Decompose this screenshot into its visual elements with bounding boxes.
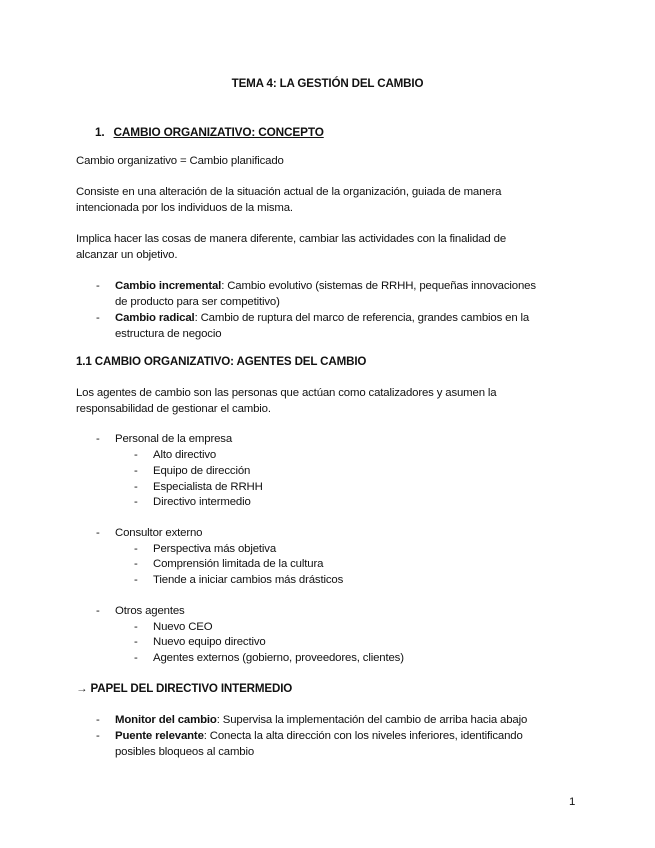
dash-bullet: - bbox=[96, 730, 100, 742]
dash-bullet: - bbox=[134, 481, 138, 493]
definition: : Conecta la alta dirección con los niveles inferiores, identificando bbox=[203, 730, 523, 742]
term: Cambio incremental bbox=[115, 280, 222, 292]
definition: : Cambio de ruptura del marco de referencia, grandes cambios en la bbox=[194, 312, 530, 324]
list-item-continuation: posibles bloqueos al cambio bbox=[115, 746, 255, 758]
dash-bullet: - bbox=[134, 621, 138, 633]
sub-item: Comprensión limitada de la cultura bbox=[153, 558, 324, 570]
dash-bullet: - bbox=[134, 636, 138, 648]
dash-bullet: - bbox=[96, 714, 100, 726]
dash-bullet: - bbox=[134, 465, 138, 477]
dash-bullet: - bbox=[96, 527, 100, 539]
paragraph-line: intencionada por los individuos de la misma. bbox=[76, 202, 293, 214]
sub-item: Agentes externos (gobierno, proveedores, clientes) bbox=[153, 652, 404, 664]
sub-item: Tiende a iniciar cambios más drásticos bbox=[153, 574, 344, 586]
section-number: 1. bbox=[95, 125, 105, 139]
list-item-continuation: estructura de negocio bbox=[115, 328, 222, 340]
sub-item: Perspectiva más objetiva bbox=[153, 543, 277, 555]
dash-bullet: - bbox=[134, 496, 138, 508]
papel-heading: → PAPEL DEL DIRECTIVO INTERMEDIO bbox=[76, 682, 293, 695]
term: Monitor del cambio bbox=[115, 714, 217, 726]
group-label: Otros agentes bbox=[115, 605, 185, 617]
definition: : Cambio evolutivo (sistemas de RRHH, pequeñas innovaciones bbox=[221, 280, 536, 292]
sub-item: Nuevo CEO bbox=[153, 621, 213, 633]
dash-bullet: - bbox=[134, 449, 138, 461]
list-item bbox=[115, 310, 529, 326]
sub-item: Equipo de dirección bbox=[153, 465, 251, 477]
paragraph-line: Consiste en una alteración de la situación actual de la organización, guiada de manera bbox=[76, 186, 502, 198]
section-1-heading bbox=[95, 124, 324, 140]
list-item-continuation: de producto para ser competitivo) bbox=[115, 296, 280, 308]
dash-bullet: - bbox=[134, 543, 138, 555]
dash-bullet: - bbox=[96, 312, 100, 324]
dash-bullet: - bbox=[96, 433, 100, 445]
definition: : Supervisa la implementación del cambio de arriba hacia abajo bbox=[216, 714, 528, 726]
dash-bullet: - bbox=[134, 652, 138, 664]
group-label: Consultor externo bbox=[115, 527, 203, 539]
term: Puente relevante bbox=[115, 730, 204, 742]
paragraph-line: alcanzar un objetivo. bbox=[76, 249, 178, 261]
section-title: CAMBIO ORGANIZATIVO: CONCEPTO bbox=[113, 125, 324, 139]
list-item bbox=[115, 712, 527, 728]
paragraph-line: responsabilidad de gestionar el cambio. bbox=[76, 403, 271, 415]
page-number: 1 bbox=[569, 796, 576, 808]
dash-bullet: - bbox=[96, 605, 100, 617]
section-1-1-heading: 1.1 CAMBIO ORGANIZATIVO: AGENTES DEL CAMBIO bbox=[76, 355, 367, 368]
list-item bbox=[115, 278, 536, 294]
term: Cambio radical bbox=[115, 312, 195, 324]
dash-bullet: - bbox=[134, 574, 138, 586]
sub-item: Alto directivo bbox=[153, 449, 217, 461]
paragraph-line: Los agentes de cambio son las personas que actúan como catalizadores y asumen la bbox=[76, 387, 497, 399]
list-item bbox=[115, 728, 523, 744]
dash-bullet: - bbox=[134, 558, 138, 570]
sub-item: Nuevo equipo directivo bbox=[153, 636, 266, 648]
sub-item: Especialista de RRHH bbox=[153, 481, 263, 493]
paragraph-line: Implica hacer las cosas de manera diferente, cambiar las actividades con la finalidad de bbox=[76, 233, 507, 245]
sub-item: Directivo intermedio bbox=[153, 496, 251, 508]
group-label: Personal de la empresa bbox=[115, 433, 233, 445]
paragraph: Cambio organizativo = Cambio planificado bbox=[76, 155, 284, 167]
dash-bullet: - bbox=[96, 280, 100, 292]
document-title: TEMA 4: LA GESTIÓN DEL CAMBIO bbox=[231, 77, 424, 90]
